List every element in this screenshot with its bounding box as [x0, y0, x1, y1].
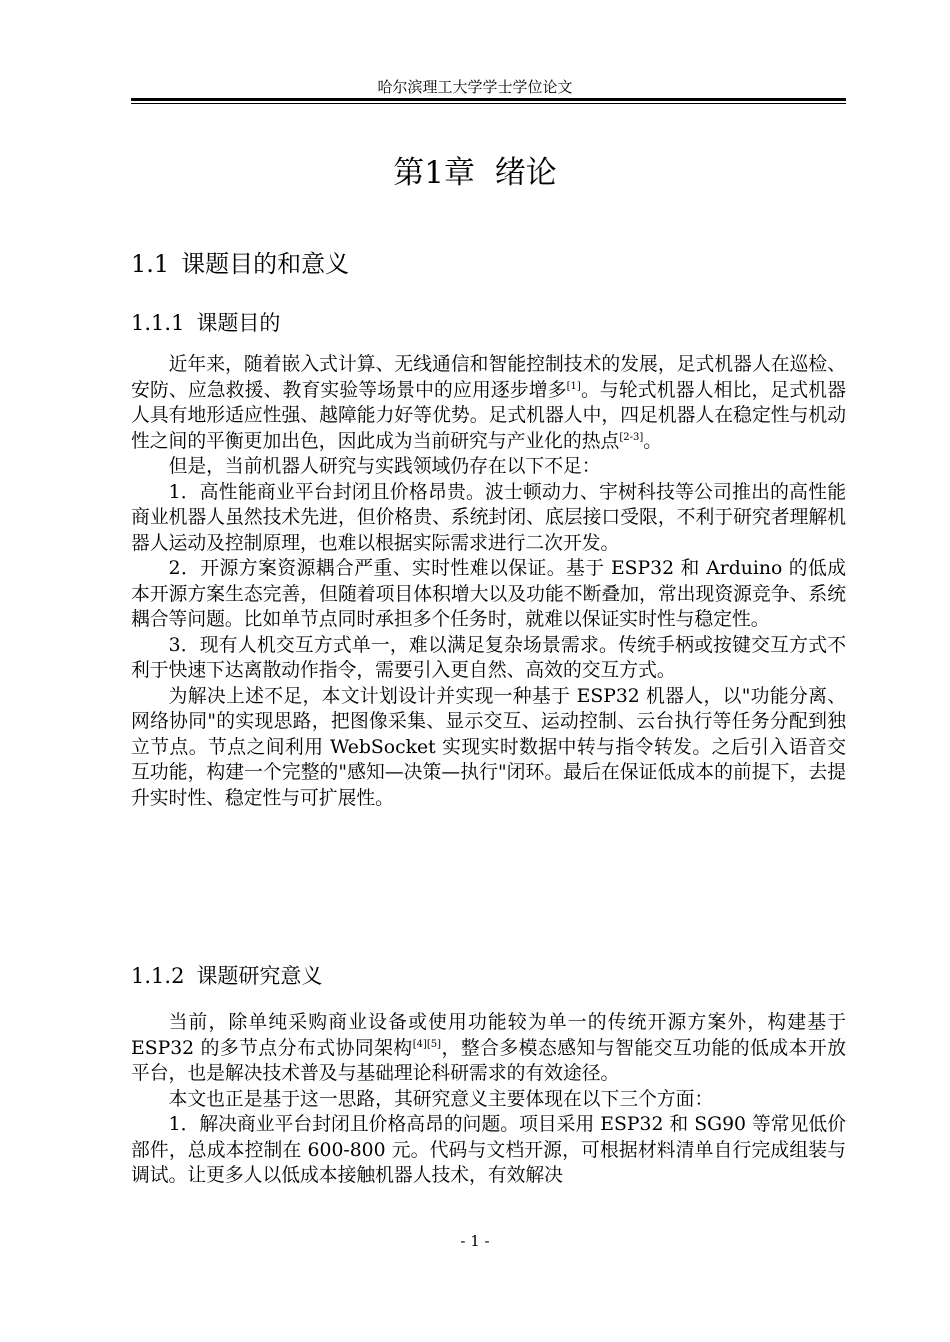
list-paragraph: 3．现有人机交互方式单一，难以满足复杂场景需求。传统手柄或按键交互方式不利于快速下达离散动作指令，需要引入更自然、高效的交互方式。: [131, 634, 846, 681]
paragraph-text: 。与轮式机器人相比，足式机器人具有地形适应性强、越障能力好等优势。足式机器人中，四足机器人在稳定性与机动性之间的平衡更加出色，因此成为当前研究与产业化的热点: [131, 379, 847, 452]
subsection-heading-1-1-2: [131, 961, 322, 991]
section-number: 1.1: [131, 250, 170, 278]
section-heading-1-1: [131, 248, 349, 280]
subsection-number: 1.1.2: [131, 964, 185, 988]
paragraph-text: ，整合多模态感知与智能交互功能的低成本开放平台，也是解决技术普及与基础理论科研需求的有效途径。: [131, 1037, 846, 1084]
list-paragraph: 1．高性能商业平台封闭且价格昂贵。波士顿动力、宇树科技等公司推出的高性能商业机器人虽然技术先进，但价格贵、系统封闭、底层接口受限，不利于研究者理解机器人运动及控制原理，也难以根据实际需求进行二次开发。: [131, 481, 846, 554]
chapter-number: 第1章: [393, 155, 475, 191]
list-paragraph: 1．解决商业平台封闭且价格高昂的问题。项目采用 ESP32 和 SG90 等常见低价部件，总成本控制在 600-800 元。代码与文档开源，可根据材料清单自行完成组装与调试。让更多人以低成本接触机器人技术，有效解决: [131, 1114, 846, 1186]
paragraph: 为解决上述不足，本文计划设计并实现一种基于 ESP32 机器人，以"功能分离、网络协同"的实现思路，把图像采集、显示交互、运动控制、云台执行等任务分配到独立节点。节点之间利用 WebSocket 实现实时数据中转与指令转发。之后引入语音交互功能，构建一个完整的"感知—决策—执行"闭环。最后在保证低成本的前提下，去提升实时性、稳定性与可扩展性。: [131, 685, 846, 809]
paragraph-text: 。: [643, 430, 662, 452]
header-rule-thin: [131, 103, 846, 104]
purpose-body: [131, 352, 846, 811]
paragraph: [131, 352, 846, 454]
running-header: 哈尔滨理工大学学士学位论文: [377, 78, 573, 96]
chapter-title: [0, 153, 950, 193]
paragraph-text: 当前，除单纯采购商业设备或使用功能较为单一的传统开源方案外，构建基于 ESP32 的多节点分布式协同架构: [131, 1012, 846, 1059]
subsection-heading-1-1-1: [131, 308, 280, 338]
paragraph-text: 近年来，随着嵌入式计算、无线通信和智能控制技术的发展，足式机器人在巡检、安防、应急救援、教育实验等场景中的应用逐步增多: [131, 354, 846, 401]
page-number: - 1 -: [460, 1232, 490, 1250]
citation: [1]: [566, 380, 581, 392]
subsection-title: 课题研究意义: [196, 964, 323, 988]
subsection-number: 1.1.1: [131, 311, 185, 335]
significance-body: [131, 1010, 846, 1189]
chapter-name: 绪论: [494, 155, 557, 191]
paragraph: 本文也正是基于这一思路，其研究意义主要体现在以下三个方面：: [168, 1088, 714, 1110]
header-rule-thick: [131, 98, 846, 101]
section-title: 课题目的和意义: [181, 250, 350, 278]
list-paragraph: 2．开源方案资源耦合严重、实时性难以保证。基于 ESP32 和 Arduino 的低成本开源方案生态完善，但随着项目体积增大以及功能不断叠加，常出现资源竞争、系统耦合等问题。比如单节点同时承担多个任务时，就难以保证实时性与稳定性。: [131, 558, 846, 630]
paragraph: [131, 1010, 846, 1087]
paragraph: 但是，当前机器人研究与实践领域仍存在以下不足：: [168, 456, 601, 477]
citation: [2-3]: [619, 431, 644, 443]
subsection-title: 课题目的: [196, 311, 281, 335]
citation: [4][5]: [412, 1038, 442, 1050]
